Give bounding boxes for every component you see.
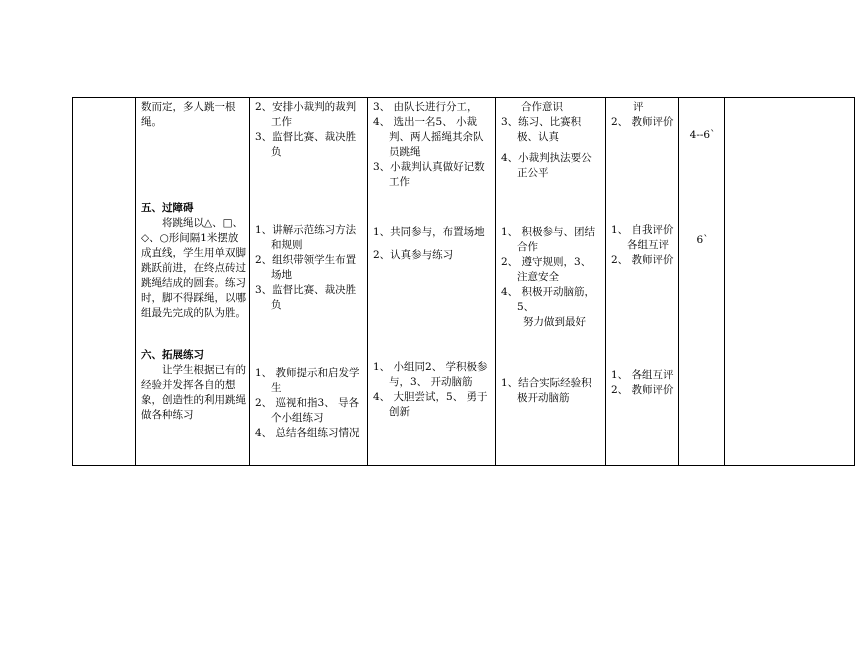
list-item: 4、小裁判执法要公正公平 [501,152,592,179]
evaluation-cell [606,98,678,199]
list-item: 1、共同参与，布置场地 [373,226,485,238]
list-item: 2、 巡视和指3、 导各个小组练习 [255,397,360,424]
list-item: 2、 遵守规则，3、 注意安全 [501,256,592,283]
list-item: 1、 各组互评 [611,369,674,381]
teacher-cell [250,199,367,346]
list-item: 4、 积极开动脑筋，5、 [501,286,596,313]
evaluation-cell [606,346,678,465]
table-row [73,98,855,466]
content-cell [136,98,249,199]
goal-cell [496,98,605,199]
remarks-column [725,98,855,466]
section-title: 六、拓展练习 [141,349,204,361]
list-item: 3、监督比赛、裁决胜负 [255,284,357,311]
evaluation-column [606,98,679,466]
list-item: 合作意识 [521,101,563,113]
student-cell [368,346,495,465]
content-body: 将跳绳以△、□、◇、○形间隔1米摆放成直线，学生用单双脚跳跃前进，在终点砖过跳绳结成的圆套。练习时，脚不得踩绳，以哪组最先完成的队为胜。 [141,217,246,319]
list-item: 2、组织带领学生布置场地 [255,254,357,281]
list-item: 2、 教师评价 [611,254,674,266]
list-item: 努力做到最好 [523,316,586,328]
evaluation-cell [606,199,678,346]
list-item: 1、 自我评价各组互评 [611,224,674,251]
student-activity-column [368,98,496,466]
list-item: 4、 选出一名5、 小裁判、两人摇绳其余队员跳绳 [373,116,484,158]
list-item: 2、安排小裁判的裁判工作 [255,101,357,128]
content-cell [136,346,249,465]
time-cell [679,98,724,199]
learning-goal-column [496,98,606,466]
lesson-plan-table [72,97,855,466]
content-column [136,98,250,466]
list-item: 2、认真参与练习 [373,249,454,261]
time-value: 6` [696,234,709,246]
time-value: 4--6` [689,129,716,141]
teacher-cell [250,98,367,199]
list-item: 3、 由队长进行分工， [373,101,478,113]
time-cell [679,199,724,346]
content-body: 数而定，多人跳一根绳。 [141,101,236,128]
list-item: 4、 总结各组练习情况 [255,427,360,439]
list-item: 评 [633,101,644,113]
section-title: 五、过障碍 [141,202,194,214]
list-item: 3、监督比赛、裁决胜负 [255,131,357,158]
list-item: 3、练习、比赛积极、认真 [501,116,582,143]
list-item: 2、 教师评价 [611,384,674,396]
list-item: 3、小裁判认真做好记数工作 [373,161,485,188]
time-cell [679,346,724,465]
list-item: 4、 大胆尝试，5、 勇于创新 [373,391,488,418]
list-item: 1、 教师提示和启发学生 [255,367,360,394]
goal-cell [496,199,605,346]
teacher-activity-column [250,98,368,466]
list-item: 1、 小组同2、 学积极参与，3、 开动脑筋 [373,361,488,388]
content-body: 让学生根据已有的经验并发挥各自的想象，创造性的利用跳绳做各种练习 [141,364,246,421]
student-cell [368,98,495,199]
list-item: 2、 教师评价 [611,116,674,128]
goal-cell [496,346,605,465]
list-item: 1、 积极参与、团结合作 [501,226,596,253]
blank-column [73,98,136,466]
list-item: 1、讲解示范练习方法和规则 [255,224,357,251]
student-cell [368,199,495,346]
time-column [679,98,725,466]
list-item: 1、结合实际经验积极开动脑筋 [501,377,592,404]
content-cell [136,199,249,346]
teacher-cell [250,346,367,465]
